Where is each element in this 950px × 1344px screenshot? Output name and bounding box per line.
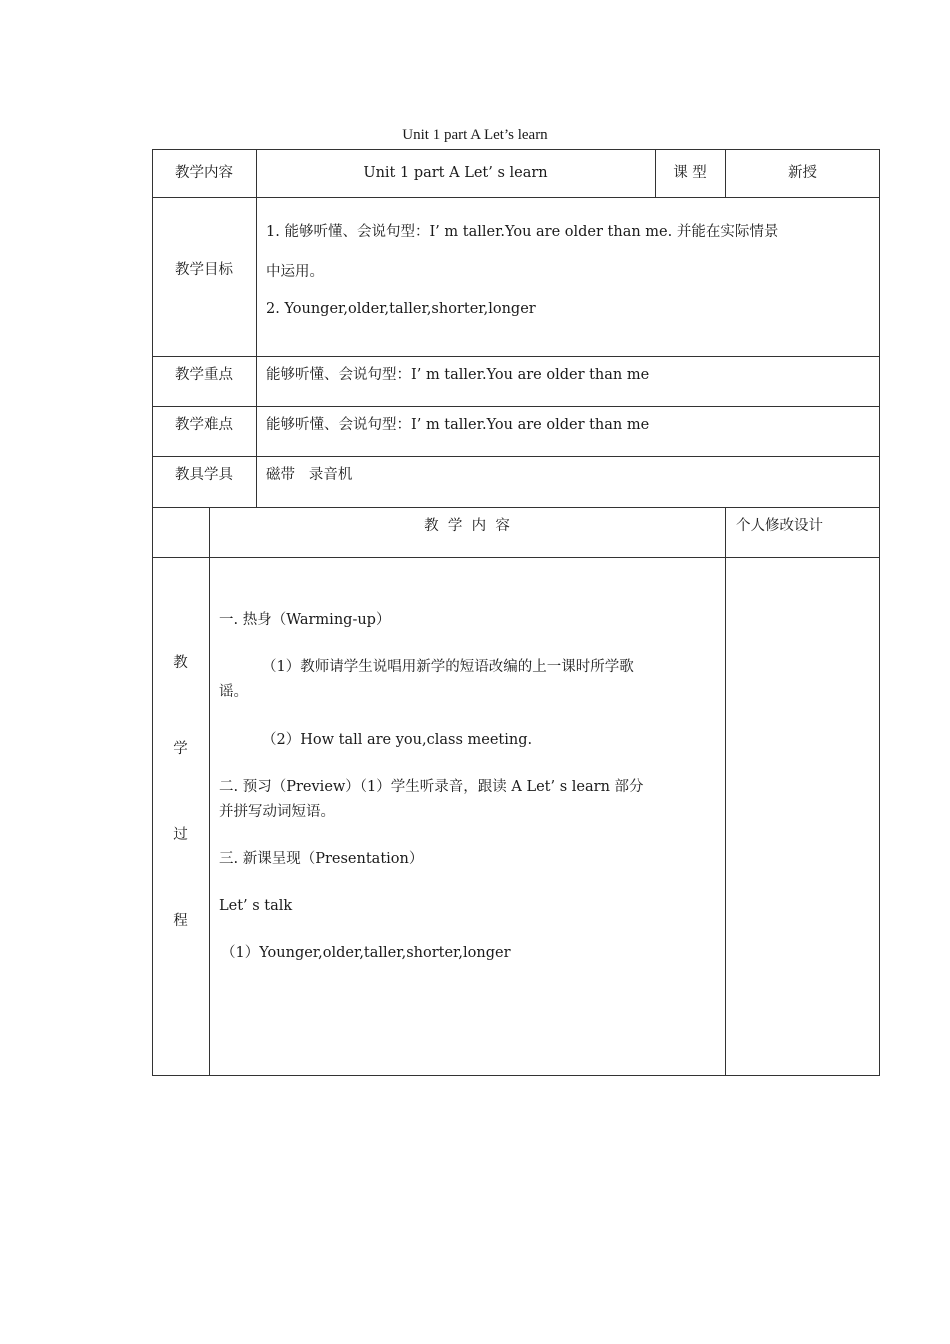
row-divider [152,197,880,198]
process-line: 一. 热身（Warming-up） [219,612,391,628]
process-side-char: 过 [173,827,188,843]
process-line: 二. 预习（Preview）（1）学生听录音，跟读 A Let’ s learn 部分 [219,779,644,795]
key-point-value: 能够听懂、会说句型：I’ m taller.You are older than me [266,367,650,383]
difficulty-label: 教学难点 [175,417,233,433]
aids-label: 教具学具 [175,467,233,483]
process-side-char: 教 [173,655,188,671]
column-divider [725,507,726,1076]
process-side-char: 学 [173,741,188,757]
process-line: Let’ s talk [219,898,293,914]
process-line: （1）教师请学生说唱用新学的短语改编的上一课时所学歌 [262,659,634,675]
objectives-line: 1. 能够听懂、会说句型：I’ m taller.You are older than me. 并能在实际情景 [266,224,779,240]
type-label: 课 型 [673,165,707,181]
row-divider [152,507,880,508]
process-line: （1）Younger,older,taller,shorter,longer [221,945,511,961]
process-line: 三. 新课呈现（Presentation） [219,851,424,867]
row-divider [152,356,880,357]
difficulty-value: 能够听懂、会说句型：I’ m taller.You are older than me [266,417,650,433]
personal-design-header: 个人修改设计 [736,518,823,534]
type-value: 新授 [788,165,817,181]
content-value: Unit 1 part A Let’ s learn [363,165,548,181]
row-divider [152,557,880,558]
objectives-line: 2. Younger,older,taller,shorter,longer [266,301,536,317]
objectives-line: 中运用。 [266,264,324,280]
aids-value: 磁带 录音机 [266,467,353,483]
column-divider [209,507,210,1076]
process-side-char: 程 [173,913,188,929]
process-line: 谣。 [219,684,248,700]
process-line: 并拼写动词短语。 [219,804,335,820]
row-divider [152,406,880,407]
objectives-label: 教学目标 [175,262,233,278]
document-title: Unit 1 part A Let’s learn [402,127,548,143]
content-label: 教学内容 [175,165,233,181]
process-content-header: 教 学 内 容 [424,518,510,534]
column-divider [256,149,257,507]
process-line: （2）How tall are you,class meeting. [262,732,533,748]
row-divider [152,456,880,457]
key-point-label: 教学重点 [175,367,233,383]
